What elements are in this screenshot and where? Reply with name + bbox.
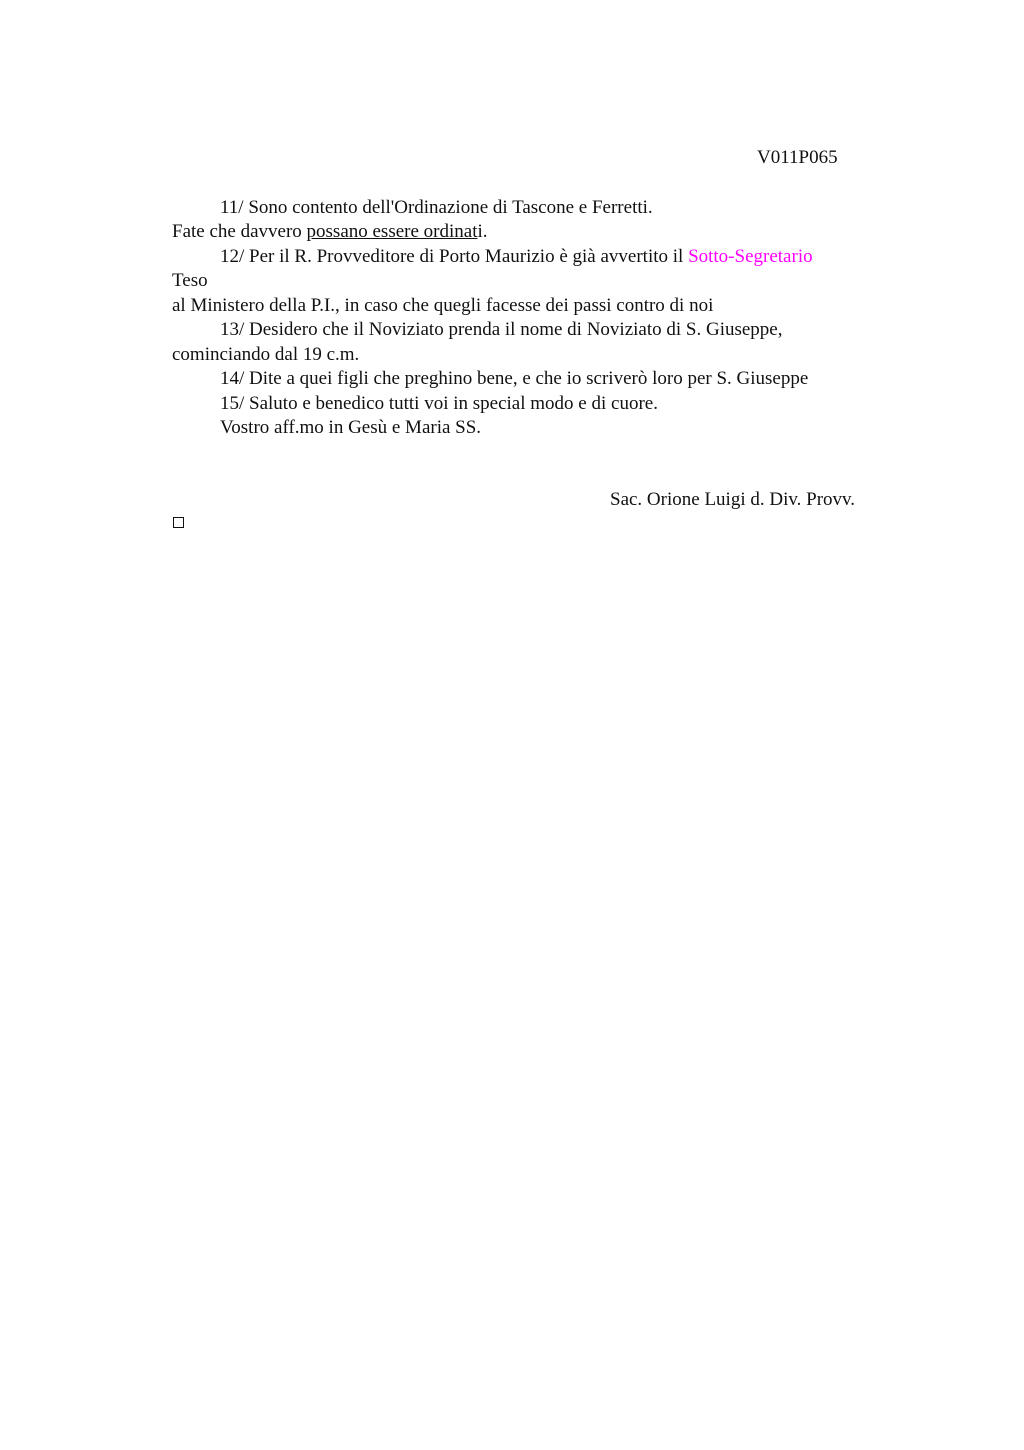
paragraph-12 bbox=[220, 245, 813, 269]
closing-salutation: Vostro aff.mo in Gesù e Maria SS. bbox=[220, 417, 482, 438]
text-segment: Fate che davvero bbox=[172, 221, 307, 242]
underlined-text: possano essere ordinat bbox=[306, 221, 478, 242]
paragraph-12-continuation-2: al Ministero della P.I., in caso che quegli facesse dei passi contro di noi bbox=[172, 295, 714, 316]
paragraph-11-continuation bbox=[172, 220, 488, 244]
paragraph-13: 13/ Desidero che il Noviziato prenda il nome di Noviziato di S. Giuseppe, bbox=[220, 319, 783, 340]
text-segment: i. bbox=[477, 221, 488, 242]
paragraph-15: 15/ Saluto e benedico tutti voi in special modo e di cuore. bbox=[220, 393, 658, 414]
highlighted-text: Sotto-Segretario bbox=[688, 246, 813, 267]
paragraph-13-continuation: cominciando dal 19 c.m. bbox=[172, 344, 360, 365]
paragraph-11: 11/ Sono contento dell'Ordinazione di Tascone e Ferretti. bbox=[220, 197, 653, 218]
paragraph-12-continuation-1: Teso bbox=[172, 270, 208, 291]
empty-checkbox-glyph bbox=[173, 517, 184, 528]
text-segment: 12/ Per il R. Provveditore di Porto Maurizio è già avvertito il bbox=[220, 246, 689, 267]
document-reference: V011P065 bbox=[757, 147, 838, 168]
signature: Sac. Orione Luigi d. Div. Provv. bbox=[610, 489, 856, 510]
paragraph-14: 14/ Dite a quei figli che preghino bene, e che io scriverò loro per S. Giuseppe bbox=[220, 368, 809, 389]
